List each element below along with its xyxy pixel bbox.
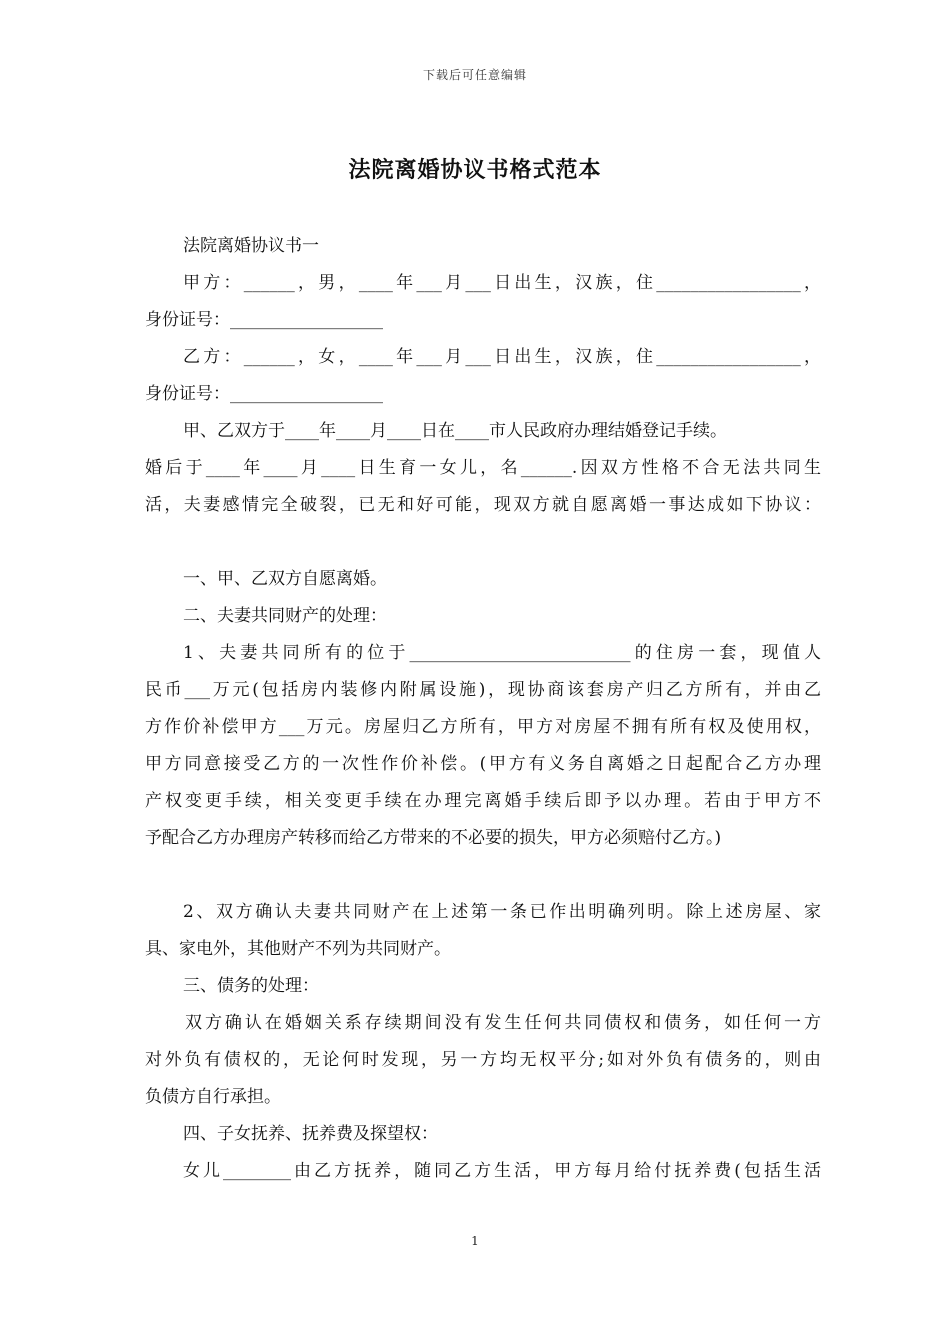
page-number: 1 <box>471 1234 479 1248</box>
paragraph-line: 双方确认在婚姻关系存续期间没有发生任何共同债权和债务，如任何一方 <box>185 1013 821 1033</box>
paragraph-line: 负债方自行承担。 <box>145 1087 281 1107</box>
blank-line <box>145 857 821 894</box>
paragraph-line: 1、夫妻共同所有的位于__________________________的住房一套，现值人 <box>183 643 821 663</box>
clause-heading: 三、债务的处理： <box>183 976 319 996</box>
header-note: 下载后可任意编辑 <box>422 68 527 82</box>
section-heading: 法院离婚协议书一 <box>183 236 319 256</box>
paragraph-line: 活，夫妻感情完全破裂，已无和好可能，现双方就自愿离婚一事达成如下协议： <box>145 495 821 515</box>
paragraph-line: 甲方同意接受乙方的一次性作价补偿。(甲方有义务自离婚之日起配合乙方办理 <box>145 754 821 774</box>
paragraph-line: 身份证号：__________________ <box>145 384 383 404</box>
paragraph-line: 女儿________由乙方抚养，随同乙方生活，甲方每月给付抚养费(包括生活 <box>183 1161 821 1181</box>
document-body <box>145 228 821 1190</box>
paragraph-line: 对外负有债权的，无论何时发现，另一方均无权平分;如对外负有债务的，则由 <box>145 1050 821 1070</box>
clause-heading: 四、子女抚养、抚养费及探望权： <box>183 1124 438 1144</box>
clause-heading: 二、夫妻共同财产的处理： <box>183 606 387 626</box>
paragraph-line: 甲、乙双方于____年____月____日在____市人民政府办理结婚登记手续。 <box>183 421 727 441</box>
clause-heading: 一、甲、乙双方自愿离婚。 <box>183 569 387 589</box>
paragraph-line: 具、家电外，其他财产不列为共同财产。 <box>145 939 451 959</box>
paragraph-line: 甲方：______，男，____年___月___日出生，汉族，住_________________， <box>183 273 821 293</box>
paragraph-line: 予配合乙方办理房产转移而给乙方带来的不必要的损失，甲方必须赔付乙方。) <box>145 828 722 848</box>
paragraph-line: 乙方：______，女，____年___月___日出生，汉族，住_________________， <box>183 347 821 367</box>
paragraph-line: 2、双方确认夫妻共同财产在上述第一条已作出明确列明。除上述房屋、家 <box>183 902 821 922</box>
paragraph-line: 身份证号：__________________ <box>145 310 383 330</box>
paragraph-line: 婚后于____年____月____日生育一女儿，名______.因双方性格不合无法共同生 <box>145 458 821 478</box>
paragraph-line: 方作价补偿甲方___万元。房屋归乙方所有，甲方对房屋不拥有所有权及使用权， <box>145 717 821 737</box>
blank-line <box>145 524 821 561</box>
paragraph-line: 产权变更手续，相关变更手续在办理完离婚手续后即予以办理。若由于甲方不 <box>145 791 821 811</box>
document-title: 法院离婚协议书格式范本 <box>348 157 602 183</box>
paragraph-line: 民币___万元(包括房内装修内附属设施)，现协商该套房产归乙方所有，并由乙 <box>145 680 821 700</box>
